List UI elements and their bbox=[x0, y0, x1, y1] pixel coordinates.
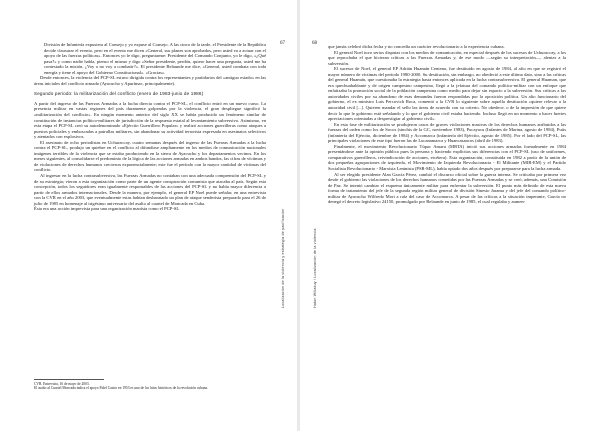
footnote: El asalto al Cuartel Moncada indica el apoyo Fidel Castro en 1953 es uno de los hitos históricos de la revolución cubana. bbox=[34, 386, 208, 391]
paragraph: El asesinato de ocho periodistas en Uchuraccay, cuatro semanas después del ingreso de las Fuerzas Armadas a la lucha contra el PCP-SL, produjo un quiebre en el conflicto al difundirse ampliamente en los medios de comunicación nacionales imágenes terribles de la violencia que se estaba produciendo en la sierra de Ayacucho y los departamentos vecinos. En los meses siguientes, al consolidarse el predominio de la lógica de las acciones armadas en ambos bandos, las cifras de víctimas y de violaciones de derechos humanos crecieron exponencialmente; este fue el período con la mayor cantidad de víctimas del conflicto. bbox=[34, 139, 266, 173]
footnote-rule bbox=[34, 379, 104, 380]
section-heading: Segundo periodo: la militarización del conflicto (enero de 1983-junio de 1986) bbox=[34, 91, 204, 97]
right-page bbox=[300, 0, 600, 431]
right-text-column bbox=[328, 44, 566, 205]
paragraph: que jamás celebró dicha fecha y no concedía un carácter revolucionario a la experiencia cubana. bbox=[328, 44, 505, 49]
running-head-left: Localización de la violencia y estrategia de pacificación bbox=[281, 208, 285, 308]
paragraph: El general Noel tuvo serios disputas con los medios de comunicación, en especial después de los sucesos de Uchuraccay, a los que reprochaba el que hicieran críticas a las Fuerzas Armadas y, de ese modo —según su interpretación—, alentar a la subversión. bbox=[328, 49, 566, 66]
page-number-left: 67 bbox=[280, 41, 285, 46]
left-text-column bbox=[34, 42, 266, 212]
block-quote: División de Infantería expusiera al Consejo y yo expuse al Consejo. A las cinco de la tarde, el Presidente de la República decide clausurar el evento, pero en el evento me dicen «General, sus planes son aprobados, pero usted va a actuar con el apoyo de las fuerzas políticas». Entonces yo le digo, preguntarme: Presidente del Comando Conjunto, yo le digo, «¿Qué pasa?» y como nadie habla, pienso el mismo y digo «Señor presidente, perdón, quiero hacer una pregunta, usted me ha contestado la misión, ¿Voy o no voy a combatir?». El presidente Belaunde me dice, «General, usted combata con toda energía y tiene el apoyo del Gobierno Constitucional». «Gracias». bbox=[44, 42, 266, 75]
paragraph: Ésta era una acción imprevista para una organización maoísta como el PCP-SL bbox=[34, 206, 180, 212]
paragraph: El sucesor de Noel, el general EP Adrián Huamán Centeno, fue destituido en agosto de 1984, al afio en que se registró el mayor número de víctimas del período 1980-2000. Su destitución, sin embargo, no obedeció a este último dato, sino a las críticas del general Huamán, que cuestionaba la estrategia hasta entonces aplicada en la lucha contrasubversiva. El general Huaman, que era quechuahablante y de origen campesino campesino, llegó a la jefatura del comando político-militar con un enfoque que enfatizaba la promoción social de la población campesina como medio para dejar sin espacio a la subversión. Sus críticas a las autoridades civiles por su abandono de esas demandas fueron respondidas por la oposición política. Un alto funcionario del gobierno, el ex ministro Luis Percovich Roca, comentó a la CVR lo siguiente sobre aquella destitución «quiere relevar a la autoridad civil [...]. Quieren mandar el sello las áreas de acuerdo con su criterio. No obedece, o de la impresión de que quiere decir lo que le gobierno está señalando y lo que el gobierno civil estaba haciendo. Incluso llegó en un momento a hacer fuertes apreciaciones orientadas a desprestigiar al gobierno civil». bbox=[328, 66, 566, 122]
paragraph: Al ser elegido presidente Alan García Pérez, cambió el discurso oficial sobre la guerra interna. Se criticaba por primera vez desde el gobierno las violaciones de los derechos humanos cometidas por las Fuerzas Armadas y se creó, además, una Comisión de Paz. Se intentó cambiar el esquema únicamente militar para enfrentar la subversión. El punto más definido de esta nueva forma de tratamiento del jefe de la segunda región militar general de división Sinesio Jarama y del jefe del comando político-militar de Ayacucho Wilfredo Mori a raíz del caso de Accomarca. A pesar de las críticas a la situación imperante, García no denegó el decreto legislativo 24150, promulgado por Belaunde en junio de 1985, el cual regulaba y aumen- bbox=[328, 171, 566, 205]
paragraph: Finalmente, el movimiento Revolucionario Túpac Amaru (MRTA) inició sus acciones armadas formalmente en 1984 presentándose ante la opinión pública pues la persona y haciendo explícitas sus diferencias con el PCP-SL (uso de uniformes, comparativos guerrilleros, reivindicación de acciones, etcétera). Esta organización, constituida en 1982 a partir de la unión de dos pequeñas agrupaciones de izquierda, el Movimiento de Izquierda Revolucionaria - El Militante (MIR-EM) y el Partido Socialista Revolucionario - Marxista Leninista (PSR-ML), había optado dos años después por prepararse para la lucha armada. bbox=[328, 143, 566, 172]
page-number-right: 68 bbox=[312, 41, 317, 46]
footnotes bbox=[34, 382, 224, 391]
paragraph: Desde entonces, la violencia del PCP-SL estuvo dirigida contra los representantes y partidarios del «antiguo estado» en las áreas iniciales del conflicto armado (Ayacucho y Apurímac, principalmente). bbox=[34, 75, 266, 86]
paragraph: A partir del ingreso de las Fuerzas Armadas a la lucha directa contra el PCP-SL, el conflicto entró en un nuevo curso. La presencia militar en vastas regiones del país duramente golpeadas por la violencia, el gran despliegue significó la «militarización del conflicto». En ningún momento anterior del siglo XX se había producido un fenómeno similar de constitución de instancias político-militares de jurisdicción de la respuesta estatal al levantamiento subversivo. Asimismo, en esta etapa el PCP-SL creó su autodenominado «Ejército Guerrillero Popular» y realizó acciones guerrilleras como ataques a puestos policiales y emboscadas a patrullas militares, sin abandonar su actividad terrorista expresada en asesinatos selectivos y atentados con explosivos. bbox=[34, 100, 266, 140]
running-head-right: Hatun Willakuy / Localización de la violencia bbox=[313, 228, 317, 308]
left-page bbox=[0, 0, 297, 431]
paragraph: En esta fase de militarización se produjeron casos de graves violaciones masivas de los derechos humanos atribuidos a las fuerzas del orden como los de Socos (sinchis de la GC, noviembre 1983), Pucayacu (Infantes de Marina, agosto de 1984), Putis (infantería del Ejército, diciembre de 1984) y Accomarca (infantería del Ejército, agosto de 1985). Por el lado del PCP-SL, las principales violaciones de este tipo fueron las de Lucanamarca y Huancasancos (abril de 1983). bbox=[328, 121, 566, 144]
paragraph: Al ingresar en la lucha contrasubversiva, las Fuerzas Armadas no contaban con una adecuada comprensión del PCP-SL y de su estrategia; vieron a esta organización como parte de un agente conspiración comunista que atacaba al país. Según esta concepción, todos los seguidores eran igualmente responsables de las acciones del PCP-SL y no había mayor diferencia a partir de ellos armados internacionales. Desde la manera, por ejemplo, el general EP Noel puede señalar, en una entrevista con la CVR en el año 2003, que eventualmente estas habían desbaratado un plan de ataque senderista preparado para el 26 de julio de 1985 en homenaje al trigésimo aniversario del asalto al cuartel de Moncada en Cuba. bbox=[34, 173, 266, 206]
footnote: CVR. Entrevista, 16 de mayo de 2003. bbox=[34, 382, 90, 386]
